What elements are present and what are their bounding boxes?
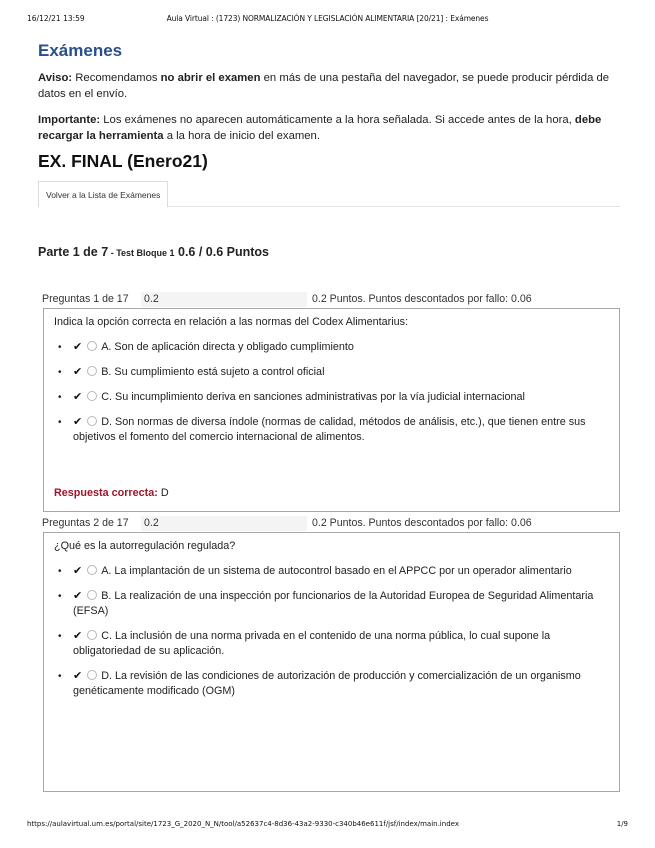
check-icon: ✔ [73, 366, 83, 378]
answer-options [54, 340, 608, 445]
question-2 [38, 517, 620, 792]
check-icon: ✔ [73, 341, 83, 353]
question-text: Indica la opción correcta en relación a las normas del Codex Alimentarius: [54, 316, 409, 328]
option-label: B. La realización de una inspección por funcionarios de la Autoridad Europea de Seguridad Alimentaria (EFSA) [73, 590, 594, 617]
print-doc-title: Aula Virtual : (1723) NORMALIZACIÓN Y LEGISLACIÓN ALIMENTARIA [20/21] : Exámenes [166, 14, 489, 23]
notice-importante-text-b: a la hora de inicio del examen. [163, 130, 320, 142]
print-url: https://aulavirtual.um.es/portal/site/1723_G_2020_N_N/tool/a52637c4-8d36-43a2-9330-c340b46e611f/jsf/index/main.index [27, 820, 459, 828]
check-icon: ✔ [73, 670, 83, 682]
option-radio[interactable] [87, 565, 97, 575]
bullet: • [58, 417, 62, 428]
question-text: ¿Qué es la autorregulación regulada? [54, 540, 236, 552]
part-name: Test Bloque 1 [116, 248, 175, 258]
option-label: C. La inclusión de una norma privada en el contenido de una norma pública, lo cual supone la obligatoriedad de su aplicación. [73, 630, 551, 657]
check-icon: ✔ [73, 565, 83, 577]
notice-importante-label: Importante: [38, 114, 101, 126]
notice-aviso-bold: no abrir el examen [160, 72, 261, 84]
tab-row [38, 181, 620, 207]
bullet: • [58, 631, 62, 642]
bullet: • [58, 591, 62, 602]
option-a [54, 340, 608, 355]
part-score: 0.6 / 0.6 Puntos [174, 245, 270, 259]
option-c [54, 390, 608, 405]
notice-importante-bold: debe recargar la herramienta [38, 114, 602, 142]
answer-options [54, 564, 608, 699]
check-icon: ✔ [73, 391, 83, 403]
question-points-info: 0.2 Puntos. Puntos descontados por fallo: 0.06 [312, 517, 532, 529]
notice-aviso-text-a: Recomendamos [72, 72, 161, 84]
question-number: Preguntas 2 de 17 [42, 517, 129, 529]
bullet: • [58, 671, 62, 682]
option-b [54, 589, 608, 619]
bullet: • [58, 342, 62, 353]
page-title: Exámenes [38, 41, 123, 60]
option-radio[interactable] [87, 366, 97, 376]
option-label: A. La implantación de un sistema de autocontrol basado en el APPCC por un operador alimentario [101, 565, 572, 577]
back-to-exam-list-link[interactable]: Volver a la Lista de Exámenes [38, 181, 168, 207]
print-footer [27, 820, 628, 832]
bullet: • [58, 566, 62, 577]
option-label: C. Su incumplimiento deriva en sanciones administrativas por la vía judicial internacional [101, 391, 525, 403]
question-points-info: 0.2 Puntos. Puntos descontados por fallo: 0.06 [312, 293, 532, 305]
option-a [54, 564, 608, 579]
main-content [38, 38, 620, 792]
check-icon: ✔ [73, 590, 83, 602]
notice-aviso-text-b: en más de una pestaña del navegador, se puede producir pérdida de datos en el envío. [38, 72, 610, 100]
question-box [43, 532, 620, 792]
print-header [27, 14, 628, 26]
part-label: Parte 1 de 7 [38, 245, 109, 259]
option-radio[interactable] [87, 416, 97, 426]
option-d [54, 669, 608, 699]
check-icon: ✔ [73, 630, 83, 642]
option-label: A. Son de aplicación directa y obligado cumplimiento [101, 341, 354, 353]
notice-aviso-label: Aviso: [38, 72, 73, 84]
correct-answer-label: Respuesta correcta: [54, 487, 158, 499]
notice-importante [38, 112, 620, 144]
option-b [54, 365, 608, 380]
option-radio[interactable] [87, 670, 97, 680]
notice-importante-text-a: Los exámenes no aparecen automáticamente a la hora señalada. Si accede antes de la hora, [100, 114, 575, 126]
question-header [42, 517, 620, 531]
option-c [54, 629, 608, 659]
part-separator: - [108, 248, 117, 258]
option-radio[interactable] [87, 630, 97, 640]
bullet: • [58, 392, 62, 403]
option-label: D. La revisión de las condiciones de autorización de producción y comercialización de un organismo genéticamente modificado (OGM) [73, 670, 581, 697]
option-label: D. Son normas de diversa índole (normas de calidad, métodos de análisis, etc.), que tienen entre sus objetivos el fomento del comercio internacional de alimentos. [73, 416, 586, 443]
option-radio[interactable] [87, 590, 97, 600]
option-radio[interactable] [87, 391, 97, 401]
question-number: Preguntas 1 de 17 [42, 293, 129, 305]
part-heading [38, 245, 620, 259]
notice-aviso [38, 70, 620, 102]
bullet: • [58, 367, 62, 378]
question-1 [38, 293, 620, 512]
option-label: B. Su cumplimiento está sujeto a control oficial [101, 366, 325, 378]
question-points-field: 0.2 [141, 292, 307, 307]
question-points-field: 0.2 [141, 516, 307, 531]
print-page-number: 1/9 [616, 820, 628, 828]
question-header [42, 293, 620, 307]
option-radio[interactable] [87, 341, 97, 351]
exam-title: EX. FINAL (Enero21) [38, 151, 208, 171]
check-icon: ✔ [73, 416, 83, 428]
correct-answer [54, 487, 608, 511]
print-date: 16/12/21 13:59 [27, 14, 85, 23]
option-d [54, 415, 608, 445]
question-box [43, 308, 620, 512]
correct-answer-value: D [157, 487, 169, 499]
